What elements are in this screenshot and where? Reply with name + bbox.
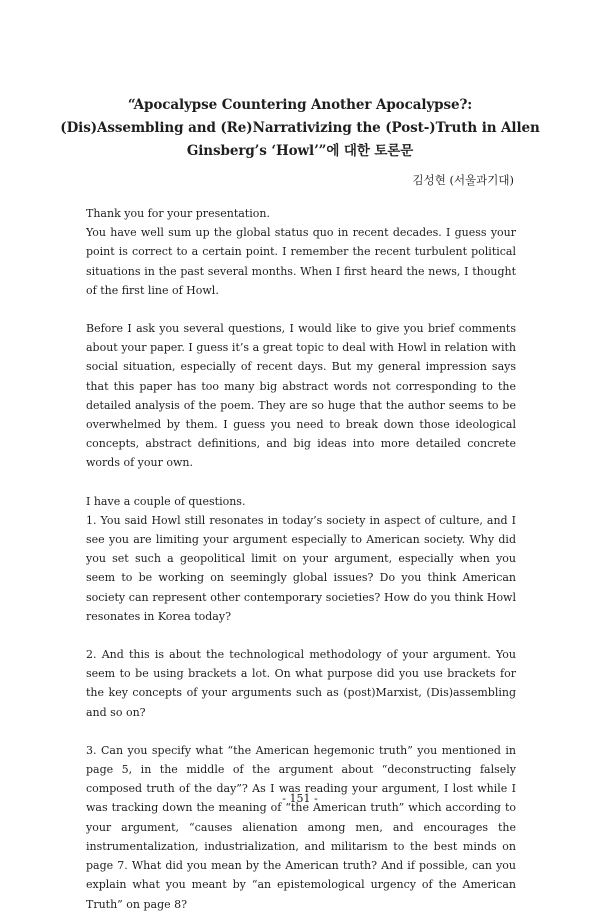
paragraph-status-quo: You have well sum up the global status quo in recent decades. I guess your point is correct to a certain point. I remember the recent turbulent political situations in the past several months. When I first heard the news, I thought of the first line of Howl. bbox=[86, 226, 516, 297]
question-1: 1. You said Howl still resonates in today’s society in aspect of culture, and I see you are limiting your argument especially to American society. Why did you set such a geopolitical limit on your argument, especially when you seem to be working on seemingly global issues? Do you think American society can represent other contemporary societies? How do you think Howl resonates in Korea today? bbox=[86, 513, 516, 623]
question-3: 3. Can you specify what “the American hegemonic truth” you mentioned in page 5, in the middle of the argument about “deconstructing falsely composed truth of the day”? As I was reading your argument, I lost while I was tracking down the meaning of “the American truth” which according to your argument, “causes alienation among men, and encourages the instrumentalization, industrialization, and militarism to the best minds on page 7. What did you mean by the American truth? And if possible, can you explain what you meant by “an epistemological urgency of the American Truth” on page 8? bbox=[86, 743, 516, 911]
paper-title bbox=[60, 94, 540, 163]
author-affiliation: 김성현 (서울과기대) bbox=[412, 173, 514, 187]
paragraph-questions-intro: I have a couple of questions. bbox=[86, 494, 246, 508]
discussion-body bbox=[86, 204, 516, 914]
title-line-2: (Dis)Assembling and (Re)Narrativizing the (Post-)Truth in Allen bbox=[60, 120, 540, 136]
paragraph-comments: Before I ask you several questions, I would like to give you brief comments about your paper. I guess it’s a great topic to deal with Howl in relation with social situation, especially of recent days. But my general impression says that this paper has too many big abstract words not corresponding to the detailed analysis of the poem. They are so huge that the author seems to be overwhelmed by them. I guess you need to break down those ideological concepts, abstract definitions, and big ideas into more detailed concrete words of your own. bbox=[86, 322, 516, 470]
title-line-1: “Apocalypse Countering Another Apocalypse?: bbox=[127, 97, 473, 113]
question-2: 2. And this is about the technological methodology of your argument. You seem to be using brackets a lot. On what purpose did you use brackets for the key concepts of your arguments such as (post)Marxist, (Dis)assembling and so on? bbox=[86, 648, 516, 719]
paragraph-thanks: Thank you for your presentation. bbox=[86, 207, 270, 220]
page-number: - 151 - bbox=[282, 792, 318, 805]
title-line-3: Ginsberg’s ‘Howl’”에 대한 토론문 bbox=[186, 143, 414, 159]
